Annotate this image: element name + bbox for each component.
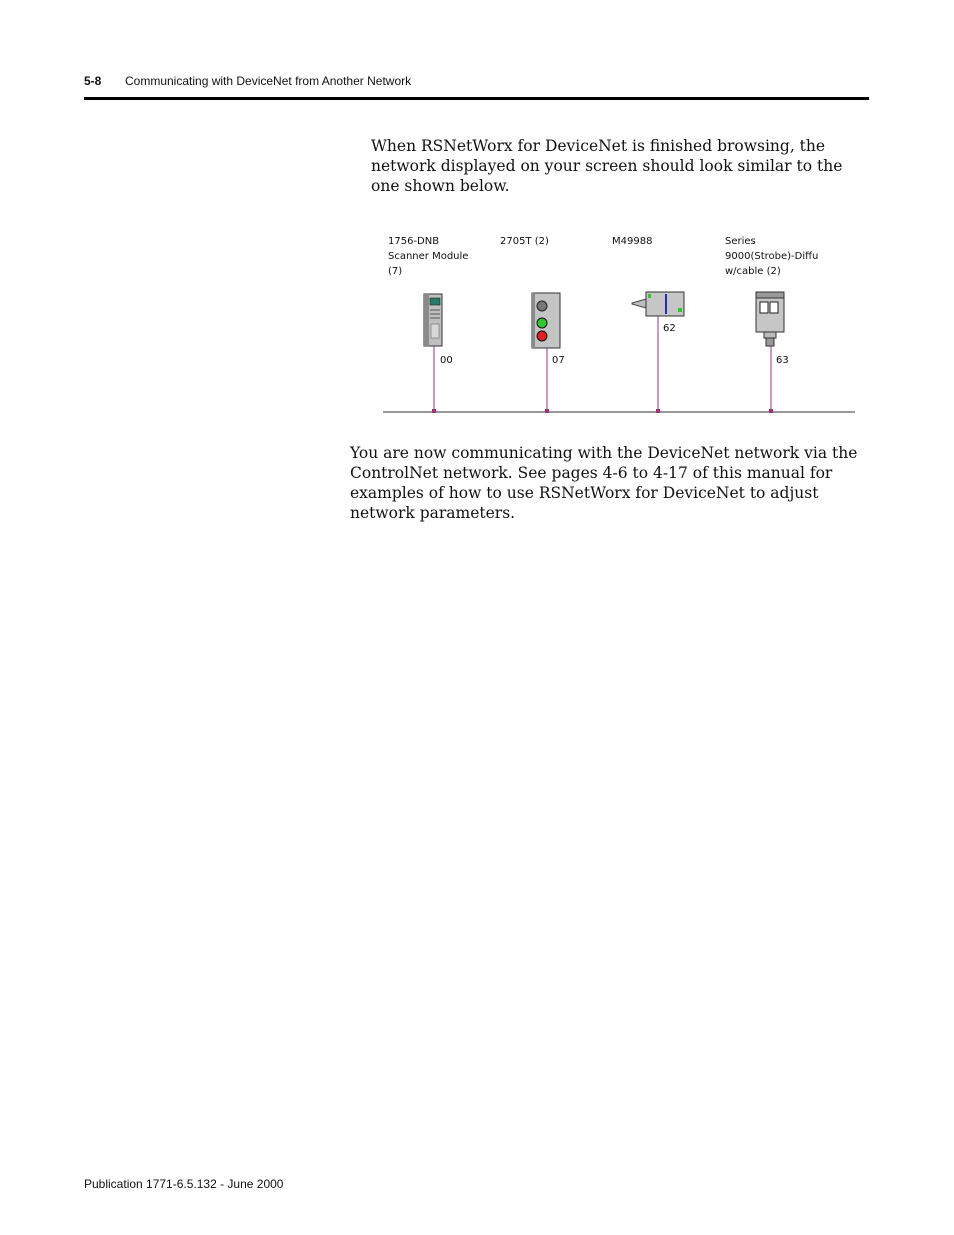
node-dot-62 — [656, 409, 660, 413]
running-title: Communicating with DeviceNet from Another Network — [125, 74, 412, 88]
address-07: 07 — [552, 355, 565, 366]
network-graphics — [380, 228, 860, 420]
body-paragraph: You are now communicating with the DeviceNet network via the ControlNet network. See pages 4-6 to 4-17 of this manual for examples of how to use RSNetWorx for DeviceNet to adjust network parameters. — [350, 444, 858, 522]
node-dot-63 — [769, 409, 773, 413]
node-dot-00 — [432, 409, 436, 413]
photoelectric-sensor-icon — [756, 292, 784, 346]
address-63: 63 — [776, 355, 789, 366]
node-dot-07 — [545, 409, 549, 413]
device-label-series9000: Series 9000(Strobe)-Diffu w/cable (2) — [725, 236, 819, 277]
address-62: 62 — [663, 323, 676, 334]
page-number: 5-8 — [84, 74, 102, 88]
footer-publication: Publication 1771-6.5.132 - June 2000 — [84, 1177, 284, 1191]
intro-paragraph: When RSNetWorx for DeviceNet is finished browsing, the network displayed on your screen should look similar to the one shown below. — [371, 137, 843, 195]
scanner-module-icon — [424, 294, 442, 346]
device-label-scanner: 1756-DNB Scanner Module (7) — [388, 236, 469, 277]
device-label-m49988: M49988 — [612, 236, 653, 247]
sensor-icon — [632, 292, 684, 316]
pushbutton-station-icon — [532, 293, 560, 348]
device-label-2705t: 2705T (2) — [500, 236, 549, 247]
address-00: 00 — [440, 355, 453, 366]
header-rule — [84, 97, 869, 100]
network-diagram — [380, 228, 860, 420]
